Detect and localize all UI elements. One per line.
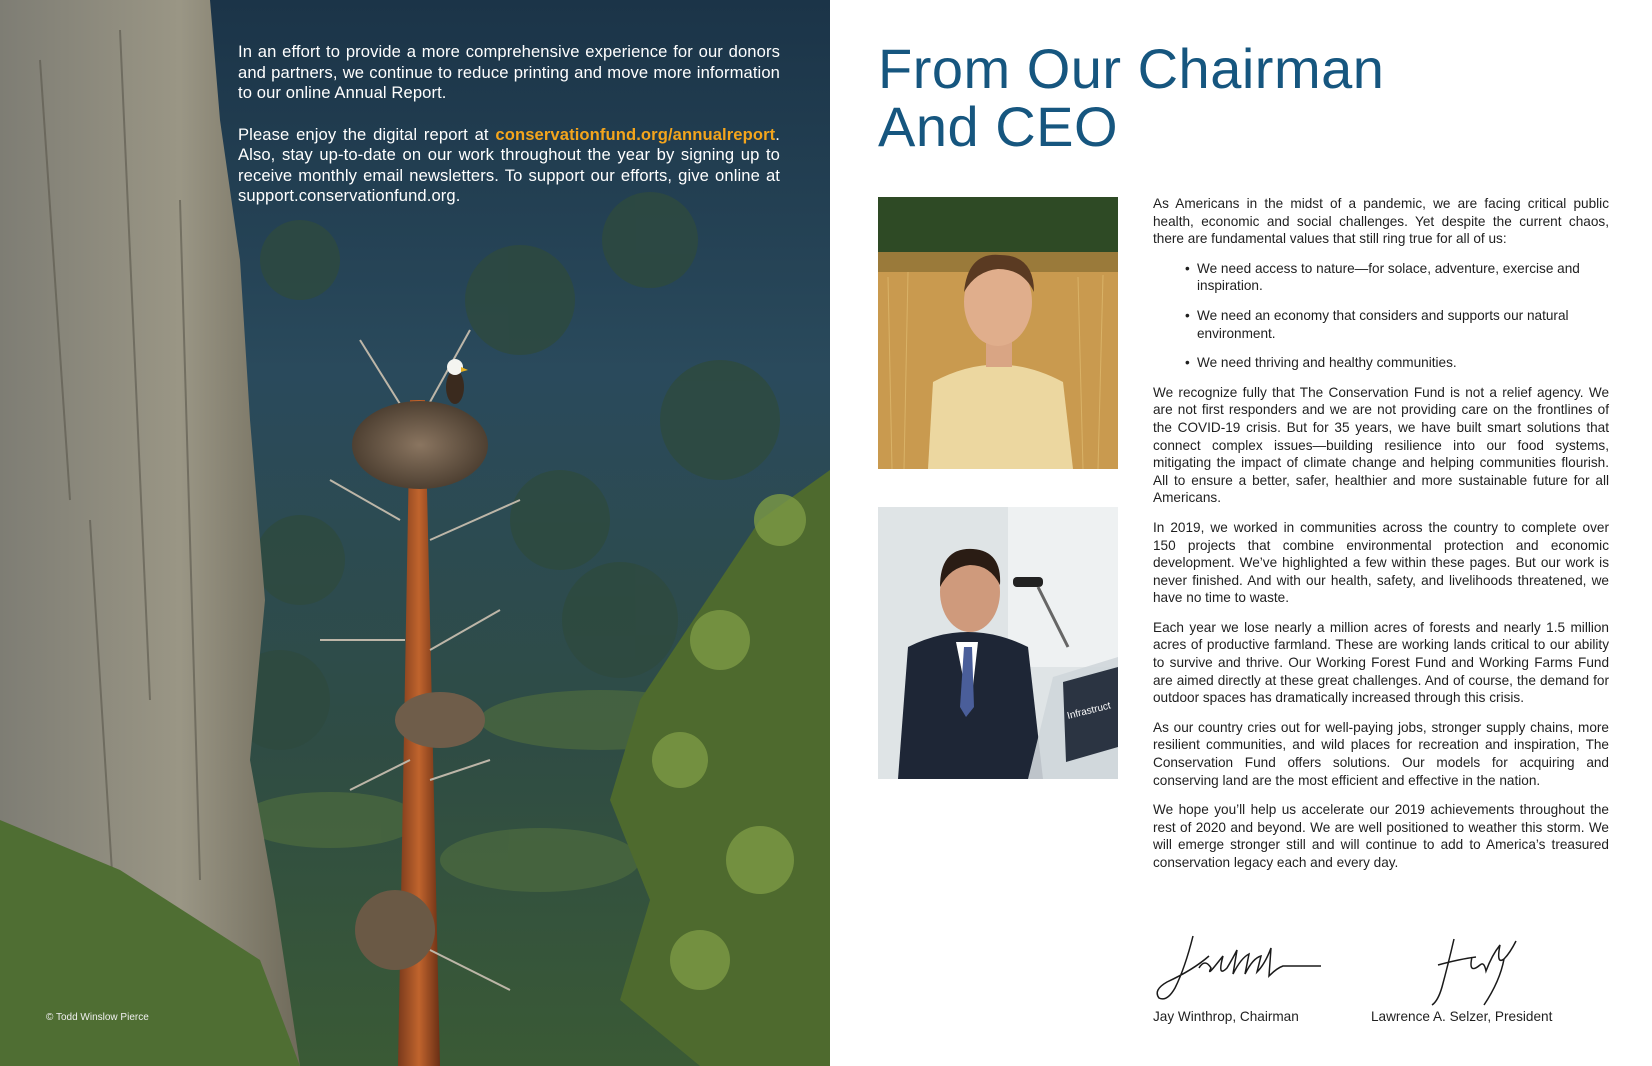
enjoy-prefix: Please enjoy the digital report at — [238, 124, 496, 144]
photo-credit: © Todd Winslow Pierce — [46, 1012, 149, 1023]
list-item-text: We need access to nature—for solace, adventure, exercise and inspiration. — [1197, 260, 1580, 294]
annual-report-link[interactable]: conservationfund.org/annualreport — [495, 124, 776, 144]
title-line-2: And CEO — [878, 95, 1119, 158]
intro-text-block — [238, 42, 780, 228]
president-speaking-photo — [878, 507, 1118, 779]
letter-paragraph: As our country cries out for well-paying jobs, stronger supply chains, more resilient communities, and wild places for recreation and inspiration, The Conservation Fund offers solutions. Our models for acquiring and conserving land are the most efficient and effective in the nation. — [1153, 719, 1609, 788]
intro-paragraph: In an effort to provide a more comprehensive experience for our donors and partners, we continue to reduce printing and move more information to our online Annual Report. — [238, 42, 780, 102]
letter-intro: As Americans in the midst of a pandemic, we are facing critical public health, economic and social challenges. Yet despite the current chaos, there are fundamental values that still ring true for all of us: — [1153, 196, 1609, 247]
bullet-icon: • — [1185, 260, 1190, 276]
list-item — [1185, 260, 1609, 295]
bullet-icon: • — [1185, 355, 1190, 371]
bullet-icon: • — [1185, 307, 1190, 323]
chairman-letter-page — [830, 0, 1652, 1066]
letter-paragraph: Each year we lose nearly a million acres of forests and nearly 1.5 million acres of productive farmland. These are working lands critical to our ability to survive and thrive. Our Working Forest Fund and Working Farms Fund are aimed directly at these great challenges. And of course, the demand for outdoor spaces has dramatically increased through this crisis. — [1153, 619, 1609, 706]
podium-sign: Infrastruct — [1066, 700, 1112, 722]
enjoy-suffix: . Also, stay up-to-date on our work throughout the year by signing up to receive monthly email newsletters. To support our efforts, give online at support.conservationfund.org. — [238, 124, 780, 205]
signer-president: Lawrence A. Selzer, President — [1371, 1009, 1553, 1024]
letter-body — [1153, 195, 1609, 884]
letter-paragraph: We recognize fully that The Conservation Fund is not a relief agency. We are not first responders and we are not providing care on the frontlines of the COVID-19 crisis. But for 35 years, we have built smart solutions that connect complex issues—building resilience into our food systems, mitigating the impact of climate change and helping communities flourish. All to ensure a better, safer, healthier and more sustainable future for all Americans. — [1153, 384, 1609, 506]
signer-chairman: Jay Winthrop, Chairman — [1153, 1009, 1299, 1024]
enjoy-paragraph — [238, 125, 780, 207]
list-item — [1185, 307, 1609, 342]
letter-paragraph: We hope you’ll help us accelerate our 2019 achievements throughout the rest of 2020 and beyond. We are well positioned to weather this storm. We will emerge stronger still and will continue to add to America’s treasured conservation legacy each and every day. — [1153, 802, 1609, 870]
list-item — [1185, 354, 1609, 372]
title-line-1: From Our Chairman — [878, 37, 1385, 100]
list-item-text: We need thriving and healthy communities. — [1197, 355, 1457, 371]
chairman-portrait-photo — [878, 197, 1118, 469]
chairman-signature — [1153, 928, 1323, 1006]
list-item-text: We need an economy that considers and supports our natural environment. — [1197, 307, 1569, 341]
page-title — [878, 37, 1578, 158]
letter-paragraph: In 2019, we worked in communities across the country to complete over 150 projects that combine environmental protection and economic development. We’ve highlighted a few within these pages. But our work is never finished. And with our health, safety, and livelihoods threatened, we have no time to waste. — [1153, 519, 1609, 606]
values-list — [1153, 260, 1609, 372]
president-signature — [1414, 935, 1524, 1007]
